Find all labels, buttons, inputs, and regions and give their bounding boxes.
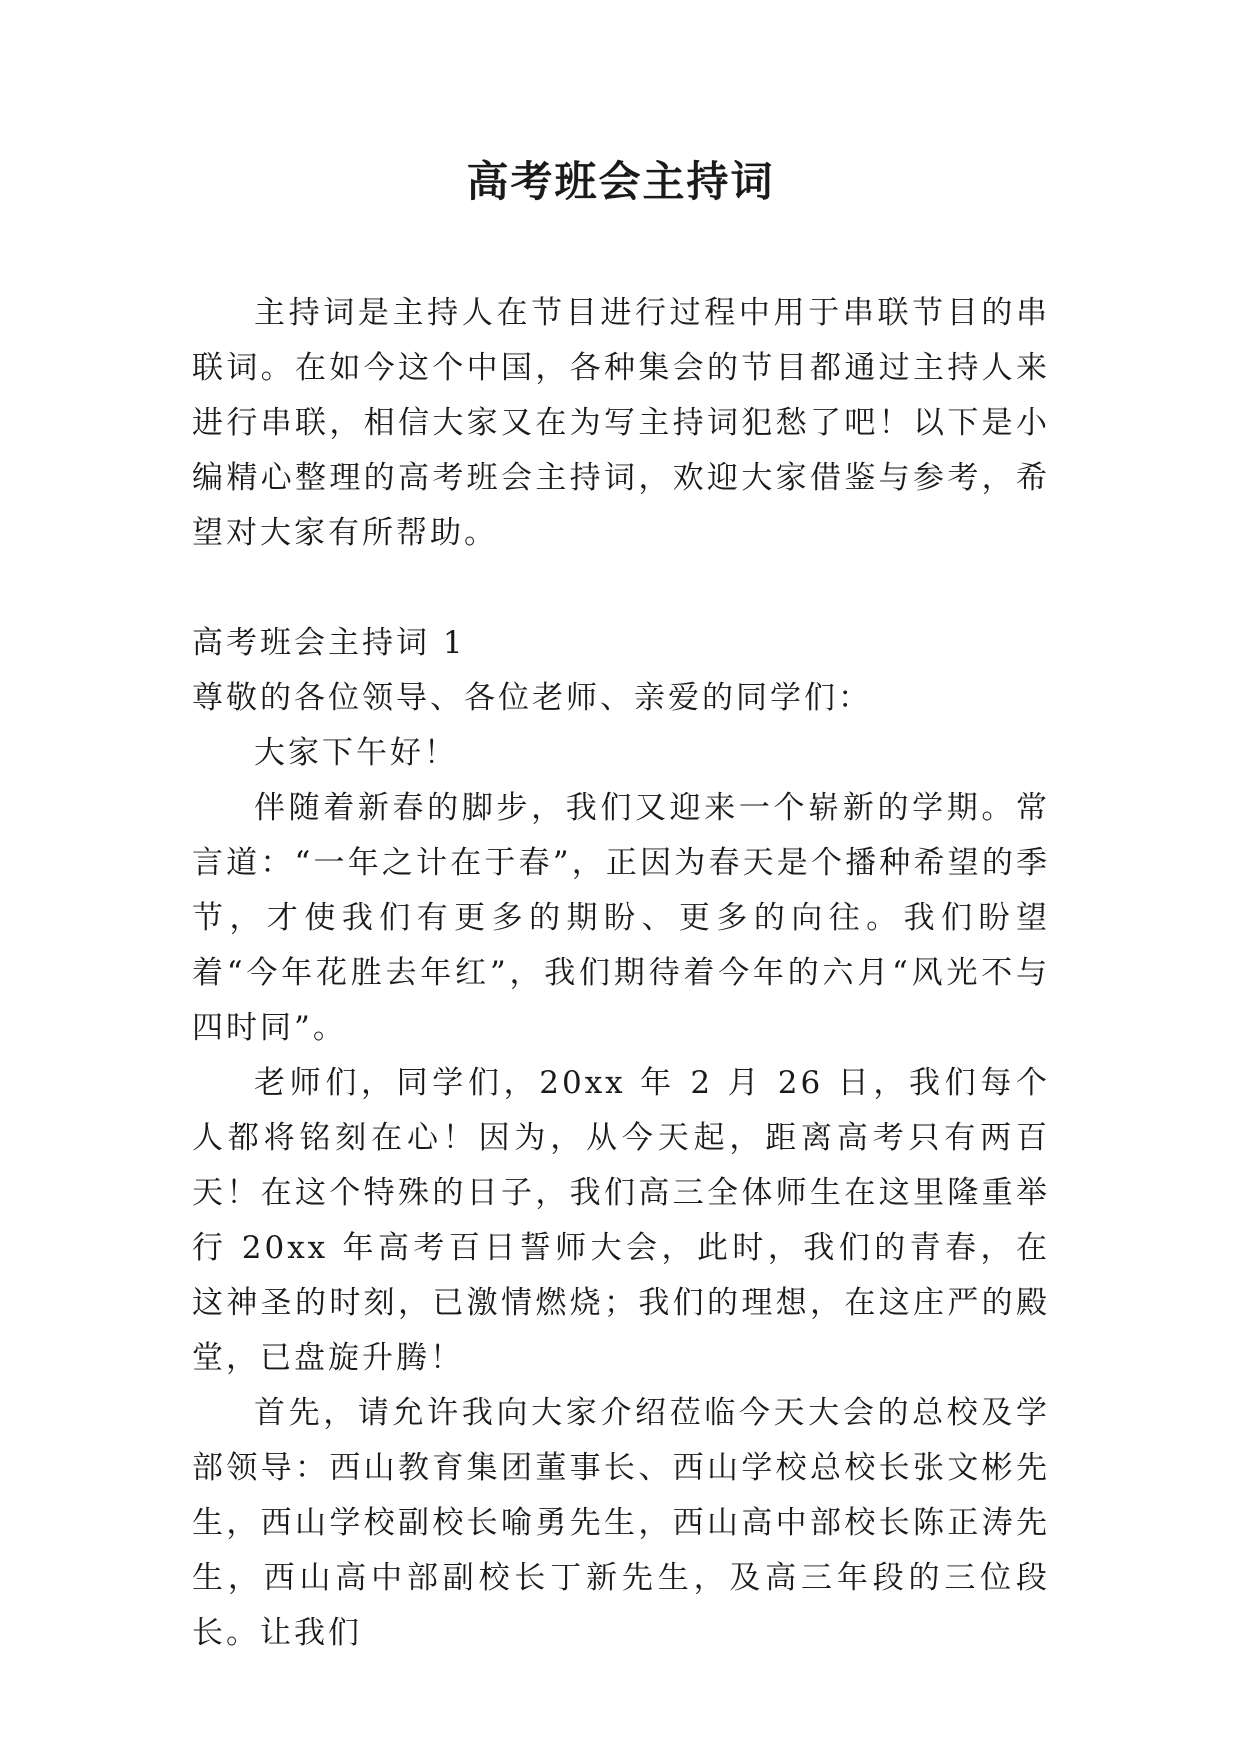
paragraph-spacer — [192, 561, 1050, 616]
document-body — [192, 286, 1050, 1661]
document-title: 高考班会主持词 — [466, 157, 775, 206]
section-heading: 高考班会主持词 1 — [192, 625, 466, 661]
body-paragraph: 大家下午好！ — [254, 735, 458, 771]
body-paragraph: 伴随着新春的脚步，我们又迎来一个崭新的学期。常言道：“一年之计在于春”，正因为春天是个播种希望的季节，才使我们有更多的期盼、更多的向往。我们盼望着“今年花胜去年红”，我们期待着今年的六月“风光不与四时同”。 — [192, 790, 1050, 1046]
body-paragraph: 老师们，同学们，20xx 年 2 月 26 日，我们每个人都将铭刻在心！因为，从今天起，距离高考只有两百天！在这个特殊的日子，我们高三全体师生在这里隆重举行 20xx 年高考百日誓师大会，此时，我们的青春，在这神圣的时刻，已激情燃烧；我们的理想，在这庄严的殿堂，已盘旋升腾！ — [192, 1065, 1050, 1376]
body-paragraph: 首先，请允许我向大家介绍莅临今天大会的总校及学部领导：西山教育集团董事长、西山学校总校长张文彬先生，西山学校副校长喻勇先生，西山高中部校长陈正涛先生，西山高中部副校长丁新先生，及高三年段的三位段长。让我们 — [192, 1395, 1050, 1651]
salutation: 尊敬的各位领导、各位老师、亲爱的同学们： — [192, 680, 872, 716]
intro-paragraph: 主持词是主持人在节目进行过程中用于串联节目的串联词。在如今这个中国，各种集会的节目都通过主持人来进行串联，相信大家又在为写主持词犯愁了吧！以下是小编精心整理的高考班会主持词，欢迎大家借鉴与参考，希望对大家有所帮助。 — [192, 295, 1050, 551]
